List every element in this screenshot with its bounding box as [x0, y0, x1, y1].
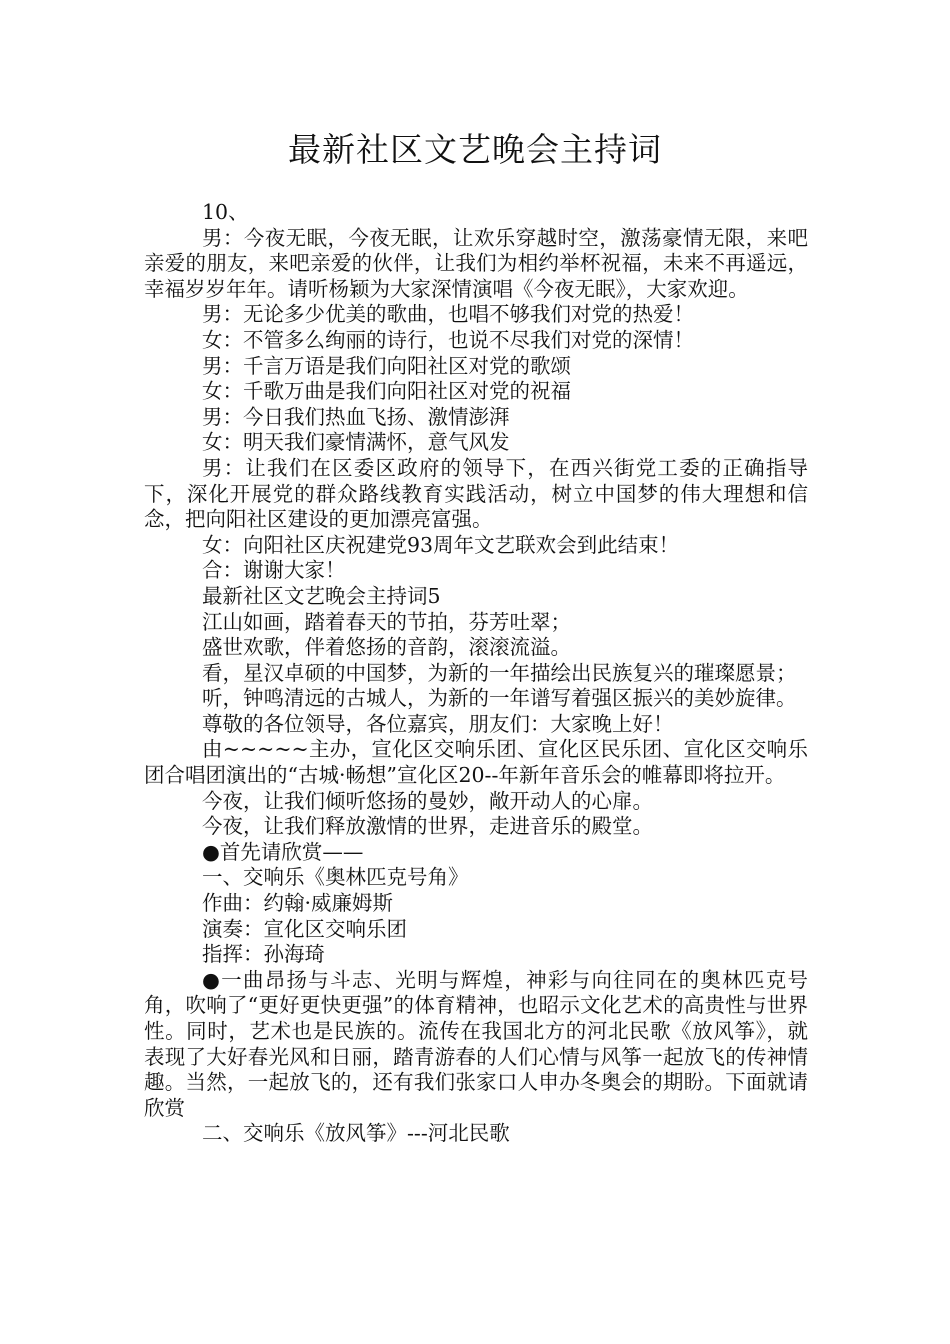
paragraph: 女：千歌万曲是我们向阳社区对党的祝福: [202, 379, 571, 404]
paragraph: 女：不管多么绚丽的诗行，也说不尽我们对党的深情！: [202, 327, 694, 352]
paragraph: 男：今日我们热血飞扬、激情澎湃: [202, 404, 510, 429]
paragraph: 男：让我们在区委区政府的领导下，在西兴街党工委的正确指导下，深化开展党的群众路线教育实践活动，树立中国梦的伟大理想和信念，把向阳社区建设的更加漂亮富强。: [144, 455, 808, 532]
section-heading: 最新社区文艺晚会主持词5: [202, 583, 441, 608]
program-detail: 指挥：孙海琦: [202, 942, 325, 967]
paragraph: 女：向阳社区庆祝建党93周年文艺联欢会到此结束！: [202, 532, 680, 557]
paragraph: 江山如画，踏着春天的节拍，芬芳吐翠；: [202, 609, 571, 634]
paragraph: 今夜，让我们倾听悠扬的曼妙，敞开动人的心扉。: [202, 788, 653, 813]
program-detail: 作曲：约翰·威廉姆斯: [202, 891, 394, 916]
program-item: 一、交响乐《奥林匹克号角》: [202, 865, 469, 890]
document-body: [144, 200, 808, 1147]
paragraph: ●一曲昂扬与斗志、光明与辉煌，神彩与向往同在的奥林匹克号角，吹响了“更好更快更强”的体育精神，也昭示文化艺术的高贵性与世界性。同时，艺术也是民族的。流传在我国北方的河北民歌《放风筝》，就表现了大好春光风和日丽，踏青游春的人们心情与风筝一起放飞的传神情趣。当然，一起放飞的，还有我们张家口人申办冬奥会的期盼。下面就请欣赏: [144, 967, 808, 1120]
paragraph: 尊敬的各位领导，各位嘉宾，朋友们：大家晚上好！: [202, 711, 674, 736]
paragraph: 听，钟鸣清远的古城人，为新的一年谱写着强区振兴的美妙旋律。: [202, 686, 797, 711]
paragraph: 今夜，让我们释放激情的世界，走进音乐的殿堂。: [202, 814, 653, 839]
paragraph: 男：千言万语是我们向阳社区对党的歌颂: [202, 353, 571, 378]
paragraph: 男：今夜无眠，今夜无眠，让欢乐穿越时空，激荡豪情无限，来吧亲爱的朋友，来吧亲爱的伙伴，让我们为相约举杯祝福，未来不再遥远，幸福岁岁年年。请听杨颖为大家深情演唱《今夜无眠》，大家欢迎。: [144, 225, 808, 301]
paragraph: 盛世欢歌，伴着悠扬的音韵，滚滚流溢。: [202, 635, 571, 660]
paragraph: 男：无论多少优美的歌曲，也唱不够我们对党的热爱！: [202, 302, 694, 327]
paragraph: 合：谢谢大家！: [202, 558, 346, 583]
document-title: 最新社区文艺晚会主持词: [288, 130, 662, 169]
program-detail: 演奏：宣化区交响乐团: [202, 916, 407, 941]
paragraph: 由~~~~~主办，宣化区交响乐团、宣化区民乐团、宣化区交响乐团合唱团演出的“古城·畅想”宣化区20--年新年音乐会的帷幕即将拉开。: [144, 737, 808, 788]
paragraph: ●首先请欣赏——: [202, 839, 364, 864]
paragraph: 10、: [202, 200, 249, 224]
program-item: 二、交响乐《放风筝》---河北民歌: [202, 1121, 510, 1146]
paragraph: 看，星汉卓硕的中国梦，为新的一年描绘出民族复兴的璀璨愿景；: [202, 660, 797, 685]
paragraph: 女：明天我们豪情满怀，意气风发: [202, 430, 510, 455]
